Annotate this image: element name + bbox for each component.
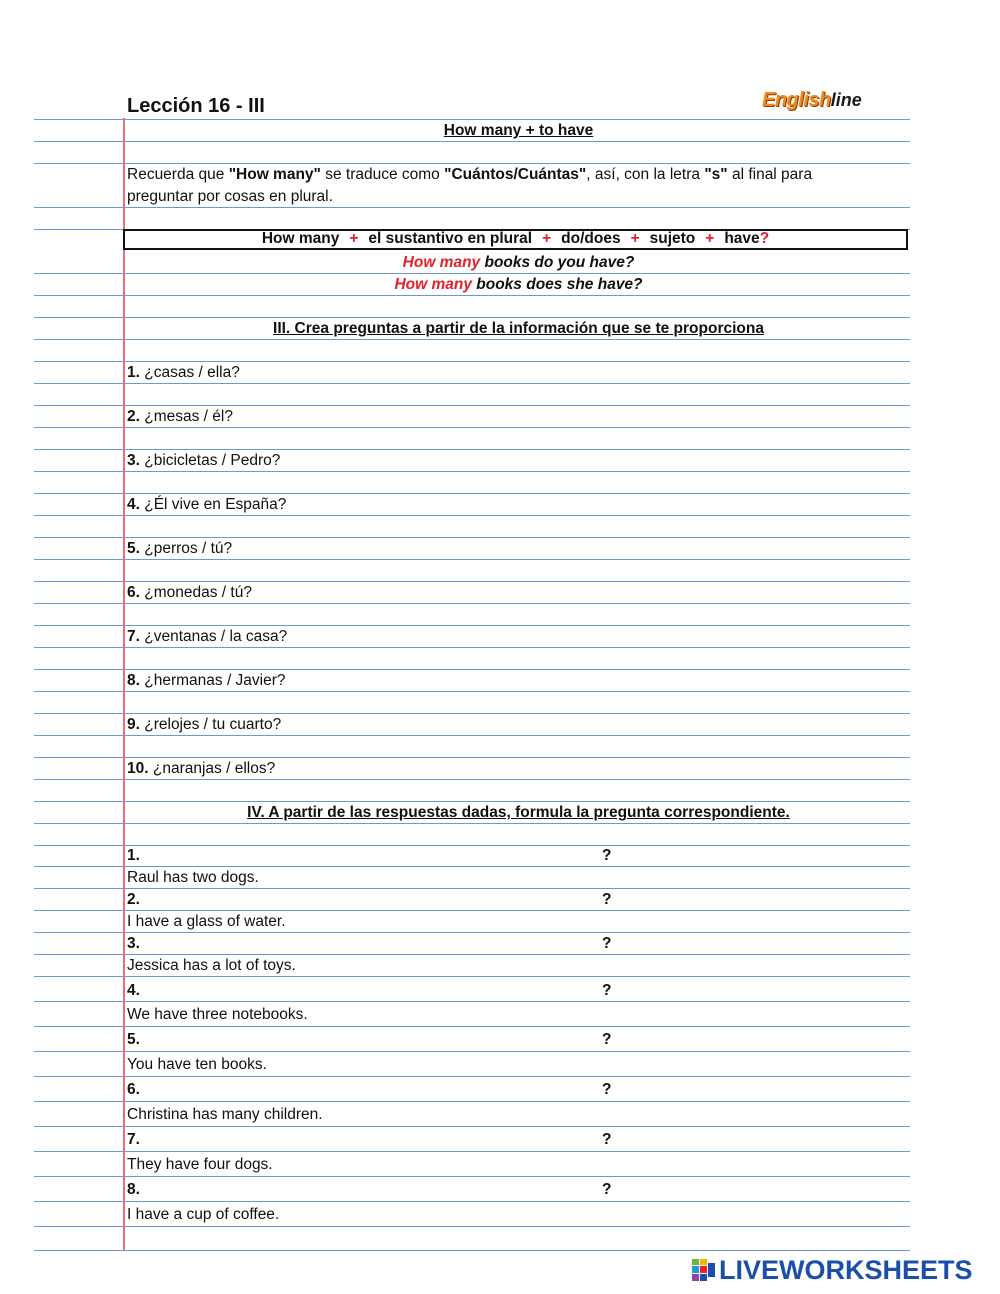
intro-text-2: se traduce como bbox=[320, 166, 445, 183]
item-number: 6. bbox=[127, 584, 140, 601]
formula bbox=[123, 229, 908, 249]
intro-line-2: preguntar por cosas en plural. bbox=[127, 188, 333, 205]
formula-question-mark: ? bbox=[759, 230, 770, 247]
item-text: ¿perros / tú? bbox=[139, 540, 233, 557]
item-number: 5. bbox=[127, 540, 140, 557]
section-title: How many + to have bbox=[443, 122, 594, 139]
item-number: 2. bbox=[127, 408, 140, 425]
example-1-rest: books do you have? bbox=[480, 254, 635, 271]
logo-line-text: line bbox=[830, 90, 862, 110]
example-2-rest: books does she have? bbox=[471, 276, 643, 293]
formula-how-many: How many bbox=[261, 230, 340, 247]
intro-text-4: al final para bbox=[727, 166, 813, 183]
section-4-answer: Raul has two dogs. bbox=[127, 869, 259, 886]
section-3-item bbox=[127, 495, 286, 515]
section-4-number: 5. bbox=[127, 1031, 140, 1048]
intro-bold-3: "s" bbox=[704, 166, 728, 183]
section-4-answer: We have three notebooks. bbox=[127, 1006, 308, 1023]
section-4-number: 8. bbox=[127, 1181, 140, 1198]
answer-question-mark: ? bbox=[602, 982, 612, 999]
section-3-item bbox=[127, 363, 240, 383]
item-text: ¿casas / ella? bbox=[139, 364, 240, 381]
section-4-number: 1. bbox=[127, 847, 140, 864]
section-3-item bbox=[127, 407, 233, 427]
lesson-title: Lección 16 - III bbox=[127, 95, 265, 117]
item-number: 8. bbox=[127, 672, 140, 689]
item-text: ¿relojes / tu cuarto? bbox=[139, 716, 282, 733]
formula-noun: el sustantivo en plural bbox=[368, 230, 533, 247]
item-number: 9. bbox=[127, 716, 140, 733]
answer-question-mark: ? bbox=[602, 847, 612, 864]
section-4-answer: They have four dogs. bbox=[127, 1156, 273, 1173]
margin-line bbox=[123, 118, 125, 1250]
formula-have: have bbox=[724, 230, 760, 247]
formula-plus-1: + bbox=[349, 230, 359, 247]
section-3-item bbox=[127, 715, 281, 735]
intro-bold-1: "How many" bbox=[228, 166, 321, 183]
item-text: ¿naranjas / ellos? bbox=[148, 760, 276, 777]
item-number: 3. bbox=[127, 452, 140, 469]
section-3-item bbox=[127, 671, 286, 691]
answer-question-mark: ? bbox=[602, 1181, 612, 1198]
section-4-answer: I have a glass of water. bbox=[127, 913, 286, 930]
section-4-number: 4. bbox=[127, 982, 140, 999]
example-1 bbox=[127, 253, 910, 273]
item-text: ¿ventanas / la casa? bbox=[139, 628, 288, 645]
formula-plus-4: + bbox=[705, 230, 715, 247]
item-number: 4. bbox=[127, 496, 140, 513]
formula-plus-2: + bbox=[542, 230, 552, 247]
item-number: 7. bbox=[127, 628, 140, 645]
section-3-title: III. Crea preguntas a partir de la información que se te proporciona bbox=[273, 320, 764, 337]
section-4-title: IV. A partir de las respuestas dadas, formula la pregunta correspondiente. bbox=[247, 804, 790, 821]
answer-question-mark: ? bbox=[602, 935, 612, 952]
item-text: ¿hermanas / Javier? bbox=[139, 672, 286, 689]
answer-question-mark: ? bbox=[602, 1031, 612, 1048]
section-3-item bbox=[127, 451, 280, 471]
liveworksheets-blocks-icon bbox=[692, 1259, 716, 1281]
item-text: ¿bicicletas / Pedro? bbox=[139, 452, 281, 469]
section-3-item bbox=[127, 539, 232, 559]
section-3-item bbox=[127, 583, 252, 603]
answer-question-mark: ? bbox=[602, 1081, 612, 1098]
section-4-answer: I have a cup of coffee. bbox=[127, 1206, 280, 1223]
section-4-answer: You have ten books. bbox=[127, 1056, 267, 1073]
answer-question-mark: ? bbox=[602, 1131, 612, 1148]
formula-plus-3: + bbox=[630, 230, 640, 247]
section-3-item bbox=[127, 759, 275, 779]
englishline-logo bbox=[762, 88, 862, 112]
section-4-answer: Christina has many children. bbox=[127, 1106, 323, 1123]
item-number: 1. bbox=[127, 364, 140, 381]
section-4-number: 3. bbox=[127, 935, 140, 952]
section-4-number: 7. bbox=[127, 1131, 140, 1148]
intro-line-1 bbox=[127, 165, 812, 185]
intro-text-3: , así, con la letra bbox=[586, 166, 705, 183]
intro-bold-2: "Cuántos/Cuántas" bbox=[444, 166, 587, 183]
formula-aux: do/does bbox=[561, 230, 621, 247]
section-4-answer: Jessica has a lot of toys. bbox=[127, 957, 296, 974]
section-4-number: 2. bbox=[127, 891, 140, 908]
section-3-item bbox=[127, 627, 287, 647]
answer-question-mark: ? bbox=[602, 891, 612, 908]
intro-text-1: Recuerda que bbox=[127, 166, 229, 183]
item-text: ¿monedas / tú? bbox=[139, 584, 252, 601]
example-2 bbox=[127, 275, 910, 295]
logo-english-text: English bbox=[762, 89, 831, 111]
section-4-number: 6. bbox=[127, 1081, 140, 1098]
example-1-red: How many bbox=[402, 254, 481, 271]
liveworksheets-text: LIVEWORKSHEETS bbox=[719, 1255, 973, 1285]
example-2-red: How many bbox=[394, 276, 472, 293]
item-text: ¿mesas / él? bbox=[139, 408, 233, 425]
item-number: 10. bbox=[127, 760, 149, 777]
formula-subject: sujeto bbox=[649, 230, 696, 247]
item-text: ¿Él vive en España? bbox=[139, 496, 287, 513]
